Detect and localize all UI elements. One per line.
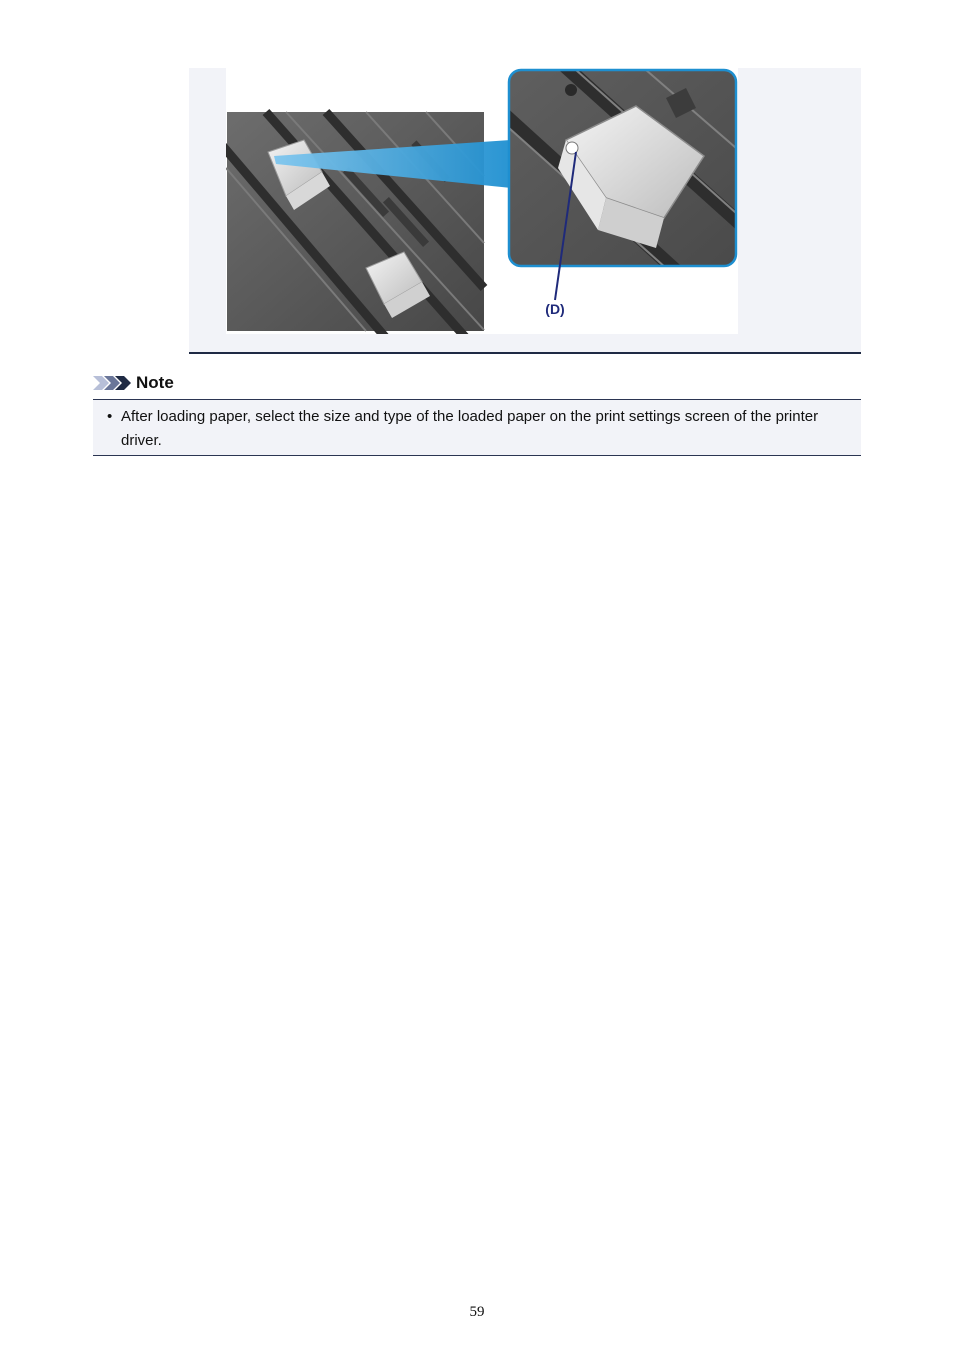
bullet-icon: • [107,408,113,425]
note-box [93,399,861,456]
page-number: 59 [469,1304,485,1320]
printer-paper-guide-illustration [226,68,738,334]
callout-label-d: (D) [545,301,565,317]
note-title: Note [136,373,174,392]
note-item [107,405,837,453]
figure-divider [189,352,861,354]
zoom-inset [486,68,738,298]
note-item-text: After loading paper, select the size and type of the loaded paper on the print settings screen of the printer driver. [121,408,819,449]
note-header [93,372,174,394]
triple-chevron-icon [93,375,131,391]
